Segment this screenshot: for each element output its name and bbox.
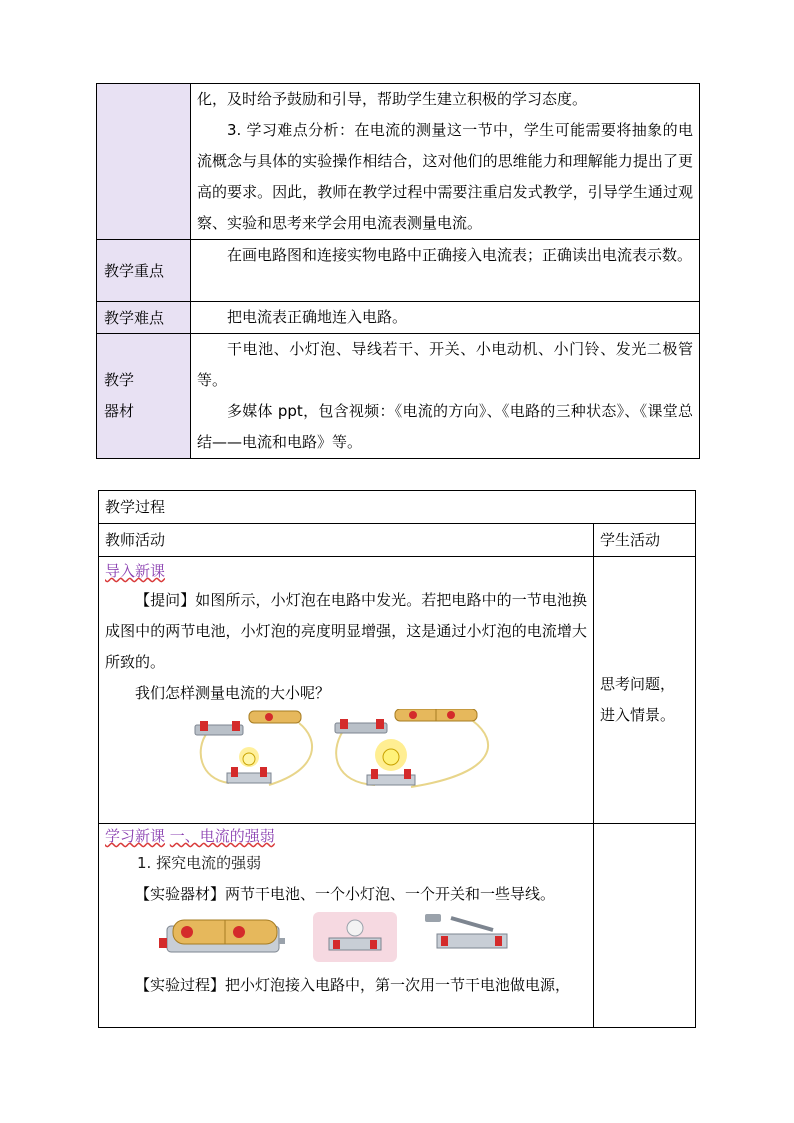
paragraph: 化，及时给予鼓励和引导，帮助学生建立积极的学习态度。 xyxy=(197,90,588,108)
question-tag: 【提问】 xyxy=(135,591,196,609)
new-lesson-student-cell xyxy=(594,824,696,1028)
process-text: 把小灯泡接入电路中，第一次用一节干电池做电源， xyxy=(225,976,571,994)
label-equipment xyxy=(97,334,191,459)
question-paragraph xyxy=(99,585,593,678)
label-key-points: 教学重点 xyxy=(97,240,191,302)
process-tag: 【实验过程】 xyxy=(135,976,226,994)
switch xyxy=(425,914,507,948)
label-equipment-line1: 教学 xyxy=(104,371,135,389)
materials-paragraph xyxy=(99,879,593,910)
materials-text: 两节干电池、一个小灯泡、一个开关和一些导线。 xyxy=(225,885,556,903)
continued-content-cell xyxy=(191,84,700,240)
student-activity-text: 思考问题，进入情景。 xyxy=(600,675,676,724)
equipment-figures xyxy=(99,910,593,970)
process-paragraph xyxy=(99,970,593,1001)
process-table xyxy=(98,490,696,1028)
equipment-cell xyxy=(191,334,700,459)
current-strength-heading: 一、电流的强弱 xyxy=(169,827,275,845)
new-lesson-heading-line xyxy=(99,824,593,848)
equipment-text: 干电池、小灯泡、导线若干、开关、小电动机、小门铃、发光二极管等。 xyxy=(197,340,693,389)
question-text: 如图所示，小灯泡在电路中发光。若把电路中的一节电池换成图中的两节电池，小灯泡的亮度明显增强，这是通过小灯泡的电流增大所致的。 xyxy=(105,591,587,671)
label-equipment-line2: 器材 xyxy=(104,402,135,420)
difficulty-text: 把电流表正确地连入电路。 xyxy=(227,308,408,326)
circuit-two-batteries xyxy=(335,709,488,787)
media-text: 多媒体 ppt，包含视频：《电流的方向》、《电路的三种状态》、《课堂总结——电流和电路》等。 xyxy=(197,402,693,451)
new-lesson-teacher-cell xyxy=(99,824,594,1028)
difficulty-analysis-paragraph: 3. 学习难点分析：在电流的测量这一节中，学生可能需要将抽象的电流概念与具体的实验操作相结合，这对他们的思维能力和理解能力提出了更高的要求。因此，教师在教学过程中需要注重启发式教学，引导学生通过观察、实验和思考来学会用电流表测量电流。 xyxy=(197,121,693,232)
circuit-diagrams xyxy=(99,709,594,805)
key-points-text: 在画电路图和连接实物电路中正确接入电流表；正确读出电流表示数。 xyxy=(227,246,693,264)
battery-pair xyxy=(159,920,285,952)
info-table xyxy=(96,83,700,459)
difficulty-cell xyxy=(191,302,700,334)
materials-tag: 【实验器材】 xyxy=(135,885,226,903)
continued-label-cell xyxy=(97,84,191,240)
col-teacher-header: 教师活动 xyxy=(99,524,594,557)
intro-heading-line xyxy=(99,557,593,585)
intro-student-cell xyxy=(594,557,696,824)
intro-heading: 导入新课 xyxy=(105,562,166,580)
intro-teacher-cell xyxy=(99,557,594,824)
new-lesson-heading: 学习新课 xyxy=(105,827,166,845)
circuit-one-battery xyxy=(195,711,312,785)
explore-subheading: 1. 探究电流的强弱 xyxy=(137,854,262,872)
col-student-header: 学生活动 xyxy=(594,524,696,557)
question2: 我们怎样测量电流的大小呢？ xyxy=(135,684,331,702)
equipment-illustration xyxy=(99,910,594,970)
bulb-holder xyxy=(313,912,397,962)
key-points-cell xyxy=(191,240,700,302)
circuit-figures xyxy=(99,709,593,805)
process-title: 教学过程 xyxy=(99,491,696,524)
label-difficulty: 教学难点 xyxy=(97,302,191,334)
